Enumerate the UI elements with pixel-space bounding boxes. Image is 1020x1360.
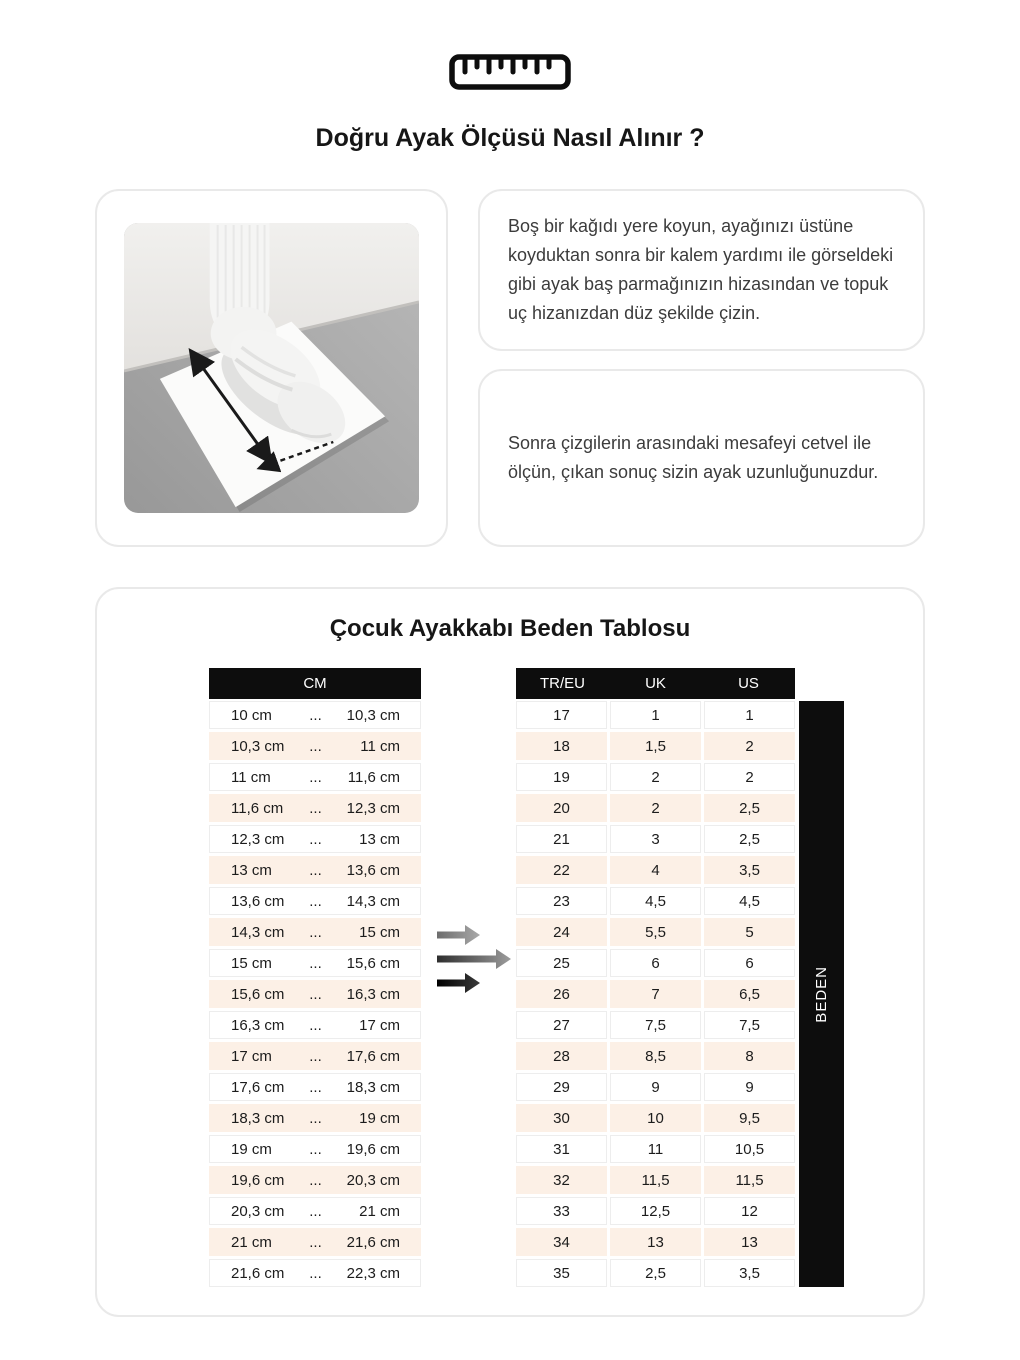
size-value-tr-eu: 20 bbox=[516, 794, 607, 822]
cm-range-from: 17 cm bbox=[231, 1047, 272, 1065]
cm-range-to: 15,6 cm bbox=[346, 954, 400, 972]
range-separator: ... bbox=[309, 1171, 322, 1189]
size-value-tr-eu: 28 bbox=[516, 1042, 607, 1070]
size-value-tr-eu: 23 bbox=[516, 887, 607, 915]
measurement-photo-card bbox=[95, 189, 448, 547]
size-table-header-us: US bbox=[738, 675, 759, 692]
size-table-row bbox=[516, 1104, 795, 1132]
size-table-row bbox=[516, 794, 795, 822]
size-value-uk: 7 bbox=[610, 980, 701, 1008]
cm-table-row bbox=[209, 980, 421, 1008]
size-value-us: 6,5 bbox=[704, 980, 795, 1008]
cm-range-to: 17,6 cm bbox=[346, 1047, 400, 1065]
size-value-uk: 3 bbox=[610, 825, 701, 853]
size-chart-tables bbox=[97, 668, 927, 1290]
cm-range-from: 20,3 cm bbox=[231, 1202, 285, 1220]
size-value-tr-eu: 33 bbox=[516, 1197, 607, 1225]
cm-table-row bbox=[209, 918, 421, 946]
size-value-us: 13 bbox=[704, 1228, 795, 1256]
size-value-tr-eu: 26 bbox=[516, 980, 607, 1008]
size-value-uk: 2 bbox=[610, 794, 701, 822]
size-value-uk: 7,5 bbox=[610, 1011, 701, 1039]
size-value-tr-eu: 22 bbox=[516, 856, 607, 884]
range-separator: ... bbox=[309, 1264, 322, 1282]
size-value-tr-eu: 34 bbox=[516, 1228, 607, 1256]
ruler-icon bbox=[448, 50, 572, 92]
howto-section bbox=[95, 189, 925, 547]
cm-table-row bbox=[209, 1259, 421, 1287]
range-separator: ... bbox=[309, 954, 322, 972]
cm-range-to: 20,3 cm bbox=[346, 1171, 400, 1189]
size-value-us: 5 bbox=[704, 918, 795, 946]
beden-side-label-text: BEDEN bbox=[813, 965, 830, 1023]
size-table-row bbox=[516, 1228, 795, 1256]
cm-table-row bbox=[209, 1042, 421, 1070]
size-value-us: 2,5 bbox=[704, 794, 795, 822]
cm-table-row bbox=[209, 1073, 421, 1101]
cm-range-to: 11 cm bbox=[360, 737, 400, 755]
cm-range-to: 21,6 cm bbox=[346, 1233, 400, 1251]
size-value-us: 9 bbox=[704, 1073, 795, 1101]
size-table-row bbox=[516, 1011, 795, 1039]
cm-range-to: 11,6 cm bbox=[347, 768, 400, 786]
size-value-us: 10,5 bbox=[704, 1135, 795, 1163]
foot-measurement-photo bbox=[124, 223, 419, 513]
range-separator: ... bbox=[309, 706, 322, 724]
size-value-us: 6 bbox=[704, 949, 795, 977]
size-value-uk: 4,5 bbox=[610, 887, 701, 915]
size-value-tr-eu: 35 bbox=[516, 1259, 607, 1287]
size-value-tr-eu: 24 bbox=[516, 918, 607, 946]
cm-range-to: 14,3 cm bbox=[346, 892, 400, 910]
size-value-uk: 8,5 bbox=[610, 1042, 701, 1070]
size-value-us: 3,5 bbox=[704, 1259, 795, 1287]
cm-table-row bbox=[209, 1228, 421, 1256]
cm-range-from: 14,3 cm bbox=[231, 923, 285, 941]
size-value-uk: 4 bbox=[610, 856, 701, 884]
size-value-us: 2 bbox=[704, 732, 795, 760]
cm-range-from: 15,6 cm bbox=[231, 985, 285, 1003]
cm-range-to: 19,6 cm bbox=[346, 1140, 400, 1158]
cm-range-to: 21 cm bbox=[359, 1202, 400, 1220]
size-table-row bbox=[516, 1135, 795, 1163]
size-value-uk: 13 bbox=[610, 1228, 701, 1256]
cm-table-row bbox=[209, 1197, 421, 1225]
cm-table-row bbox=[209, 856, 421, 884]
size-value-tr-eu: 30 bbox=[516, 1104, 607, 1132]
size-value-us: 11,5 bbox=[704, 1166, 795, 1194]
cm-table-row bbox=[209, 949, 421, 977]
cm-range-from: 19,6 cm bbox=[231, 1171, 285, 1189]
size-table-row bbox=[516, 1042, 795, 1070]
size-value-tr-eu: 29 bbox=[516, 1073, 607, 1101]
cm-range-from: 15 cm bbox=[231, 954, 272, 972]
cm-range-from: 12,3 cm bbox=[231, 830, 285, 848]
cm-table-row bbox=[209, 887, 421, 915]
cm-range-from: 19 cm bbox=[231, 1140, 272, 1158]
cm-range-to: 10,3 cm bbox=[346, 706, 400, 724]
cm-range-to: 13,6 cm bbox=[346, 861, 400, 879]
cm-range-to: 13 cm bbox=[359, 830, 400, 848]
size-value-uk: 11,5 bbox=[610, 1166, 701, 1194]
size-value-us: 7,5 bbox=[704, 1011, 795, 1039]
size-value-tr-eu: 21 bbox=[516, 825, 607, 853]
size-value-uk: 9 bbox=[610, 1073, 701, 1101]
size-value-tr-eu: 17 bbox=[516, 701, 607, 729]
range-separator: ... bbox=[309, 923, 322, 941]
cm-range-from: 18,3 cm bbox=[231, 1109, 285, 1127]
range-separator: ... bbox=[309, 1109, 322, 1127]
size-table-row bbox=[516, 763, 795, 791]
cm-range-from: 11 cm bbox=[231, 768, 271, 786]
size-value-uk: 2 bbox=[610, 763, 701, 791]
cm-range-from: 17,6 cm bbox=[231, 1078, 285, 1096]
range-separator: ... bbox=[309, 892, 322, 910]
cm-table-row bbox=[209, 825, 421, 853]
cm-table-row bbox=[209, 1135, 421, 1163]
size-value-tr-eu: 31 bbox=[516, 1135, 607, 1163]
size-table-row bbox=[516, 825, 795, 853]
size-value-tr-eu: 18 bbox=[516, 732, 607, 760]
size-value-uk: 10 bbox=[610, 1104, 701, 1132]
instruction-step-1-text: Boş bir kağıdı yere koyun, ayağınızı üstüne koyduktan sonra bir kalem yardımı ile görseldeki gibi ayak baş parmağınızın hizasından ve topuk uç hizanızdan düz şekilde çizin. bbox=[508, 216, 894, 323]
size-value-tr-eu: 19 bbox=[516, 763, 607, 791]
size-table-row bbox=[516, 856, 795, 884]
instruction-step-1-card bbox=[478, 189, 925, 351]
size-table-row bbox=[516, 1073, 795, 1101]
range-separator: ... bbox=[309, 1233, 322, 1251]
size-value-uk: 2,5 bbox=[610, 1259, 701, 1287]
size-table-row bbox=[516, 1259, 795, 1287]
beden-side-label bbox=[799, 701, 844, 1287]
size-value-us: 4,5 bbox=[704, 887, 795, 915]
size-value-uk: 12,5 bbox=[610, 1197, 701, 1225]
size-table-header-tr-eu: TR/EU bbox=[540, 675, 585, 692]
cm-range-from: 11,6 cm bbox=[231, 799, 284, 817]
size-table-header-uk: UK bbox=[645, 675, 666, 692]
cm-range-to: 17 cm bbox=[359, 1016, 400, 1034]
cm-range-from: 16,3 cm bbox=[231, 1016, 285, 1034]
cm-table-row bbox=[209, 1104, 421, 1132]
cm-range-to: 19 cm bbox=[359, 1109, 400, 1127]
range-separator: ... bbox=[309, 1202, 322, 1220]
range-separator: ... bbox=[309, 861, 322, 879]
mapping-arrows-icon bbox=[437, 921, 513, 995]
range-separator: ... bbox=[309, 768, 322, 786]
cm-range-to: 15 cm bbox=[359, 923, 400, 941]
size-value-uk: 11 bbox=[610, 1135, 701, 1163]
cm-range-from: 10,3 cm bbox=[231, 737, 285, 755]
cm-range-from: 13 cm bbox=[231, 861, 272, 879]
size-value-us: 1 bbox=[704, 701, 795, 729]
range-separator: ... bbox=[309, 799, 322, 817]
size-value-us: 12 bbox=[704, 1197, 795, 1225]
cm-range-from: 21 cm bbox=[231, 1233, 272, 1251]
size-table-header bbox=[516, 668, 795, 699]
size-table-row bbox=[516, 732, 795, 760]
size-value-tr-eu: 32 bbox=[516, 1166, 607, 1194]
size-value-tr-eu: 25 bbox=[516, 949, 607, 977]
size-value-uk: 6 bbox=[610, 949, 701, 977]
range-separator: ... bbox=[309, 1047, 322, 1065]
cm-table-header: CM bbox=[209, 668, 421, 699]
size-chart-title: Çocuk Ayakkabı Beden Tablosu bbox=[329, 615, 691, 642]
cm-range-from: 13,6 cm bbox=[231, 892, 285, 910]
cm-table-row bbox=[209, 732, 421, 760]
size-table-row bbox=[516, 887, 795, 915]
range-separator: ... bbox=[309, 1140, 322, 1158]
instruction-step-2-card bbox=[478, 369, 925, 547]
hero-section bbox=[0, 0, 1020, 153]
instruction-column bbox=[478, 189, 925, 547]
cm-range-to: 22,3 cm bbox=[346, 1264, 400, 1282]
size-table bbox=[516, 668, 795, 1290]
instruction-step-2-text: Sonra çizgilerin arasındaki mesafeyi cetvel ile ölçün, çıkan sonuç sizin ayak uzunluğunuzdur. bbox=[508, 433, 879, 482]
size-chart-card bbox=[95, 587, 925, 1317]
size-value-tr-eu: 27 bbox=[516, 1011, 607, 1039]
size-value-us: 9,5 bbox=[704, 1104, 795, 1132]
cm-table-row bbox=[209, 794, 421, 822]
size-table-row bbox=[516, 918, 795, 946]
size-table-row bbox=[516, 1197, 795, 1225]
cm-table-body bbox=[209, 701, 421, 1287]
cm-range-to: 16,3 cm bbox=[346, 985, 400, 1003]
size-value-uk: 1,5 bbox=[610, 732, 701, 760]
size-table-row bbox=[516, 1166, 795, 1194]
range-separator: ... bbox=[309, 830, 322, 848]
cm-range-from: 21,6 cm bbox=[231, 1264, 285, 1282]
cm-table-row bbox=[209, 701, 421, 729]
cm-table-row bbox=[209, 1166, 421, 1194]
cm-range-from: 10 cm bbox=[231, 706, 272, 724]
range-separator: ... bbox=[309, 985, 322, 1003]
range-separator: ... bbox=[309, 1078, 322, 1096]
cm-range-to: 18,3 cm bbox=[346, 1078, 400, 1096]
range-separator: ... bbox=[309, 737, 322, 755]
size-table-row bbox=[516, 980, 795, 1008]
size-value-us: 3,5 bbox=[704, 856, 795, 884]
page-title: Doğru Ayak Ölçüsü Nasıl Alınır ? bbox=[315, 124, 705, 152]
size-table-row bbox=[516, 949, 795, 977]
size-value-uk: 1 bbox=[610, 701, 701, 729]
size-value-us: 2,5 bbox=[704, 825, 795, 853]
size-table-body bbox=[516, 701, 795, 1287]
size-value-us: 8 bbox=[704, 1042, 795, 1070]
range-separator: ... bbox=[309, 1016, 322, 1034]
cm-range-to: 12,3 cm bbox=[346, 799, 400, 817]
cm-table-row bbox=[209, 763, 421, 791]
cm-table bbox=[209, 668, 421, 1290]
size-value-uk: 5,5 bbox=[610, 918, 701, 946]
size-table-row bbox=[516, 701, 795, 729]
size-value-us: 2 bbox=[704, 763, 795, 791]
cm-table-row bbox=[209, 1011, 421, 1039]
